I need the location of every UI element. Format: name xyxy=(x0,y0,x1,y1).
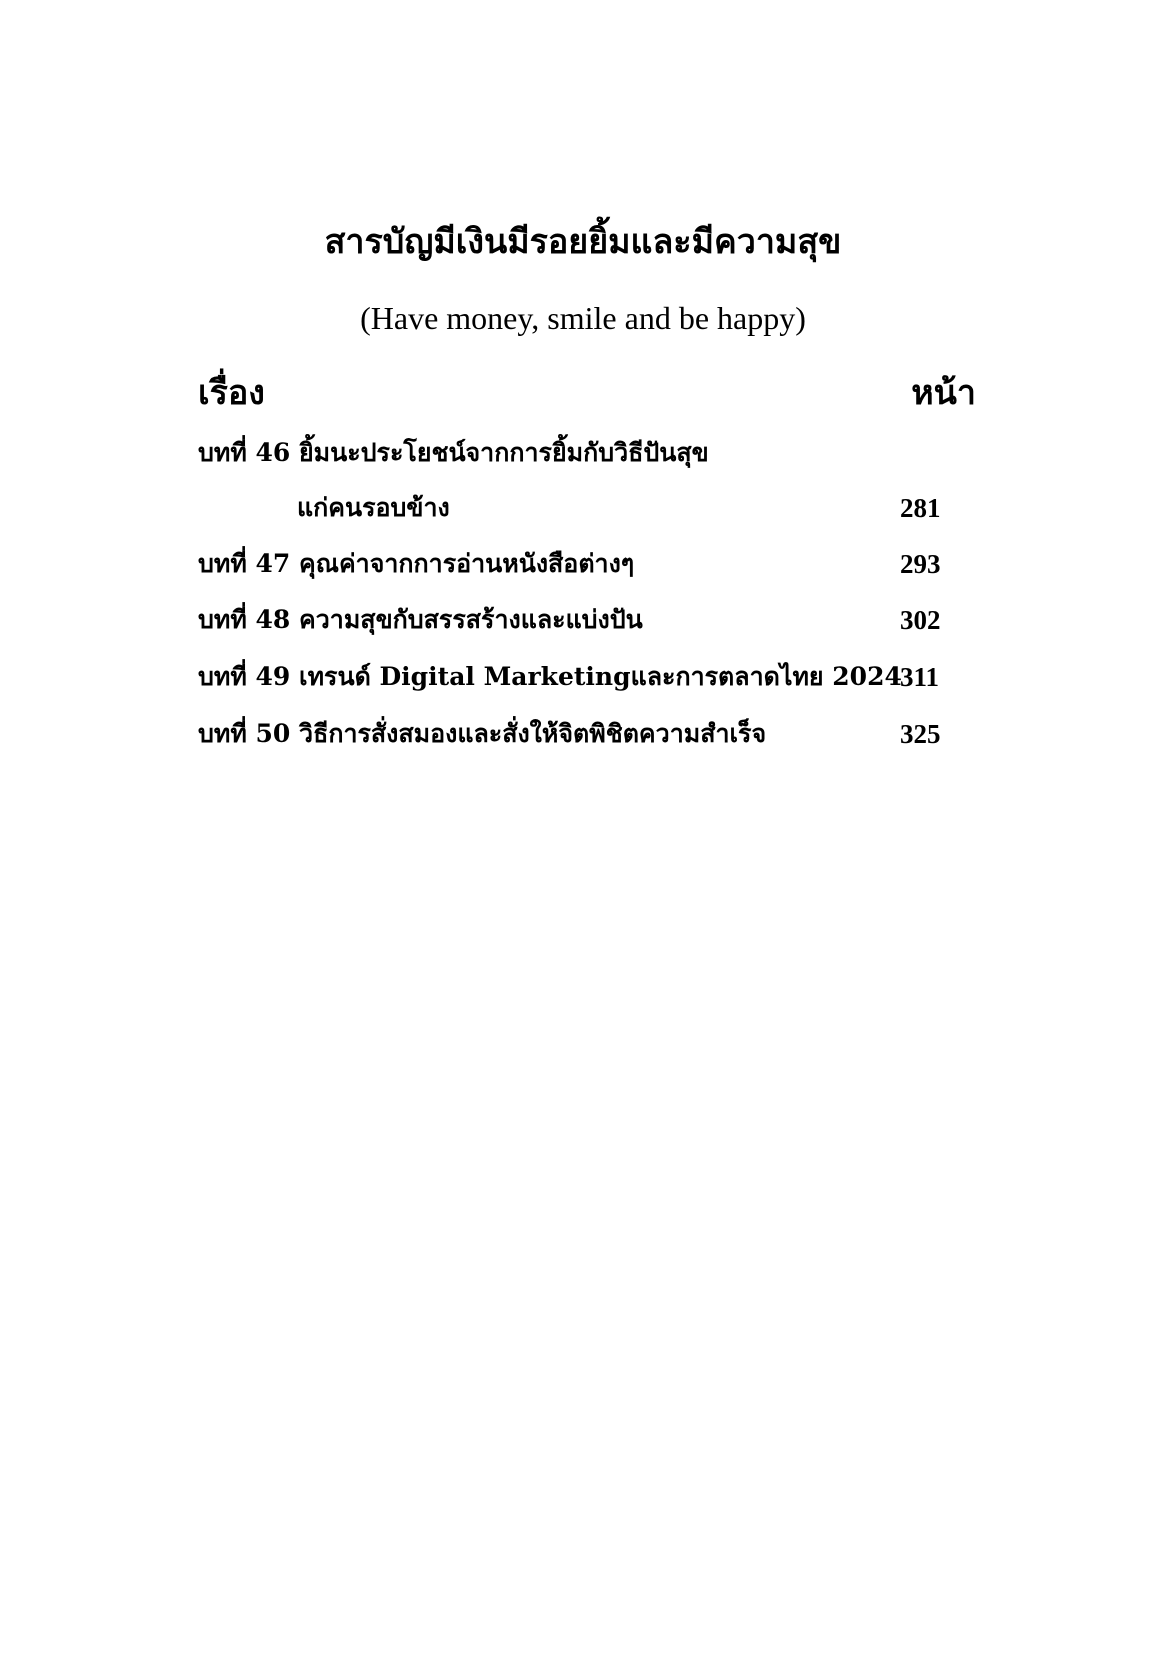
toc-entry-title: บทที่ 48 ความสุขกับสรรสร้างและแบ่งปัน xyxy=(198,605,643,634)
toc-row-46-continued xyxy=(0,485,1166,531)
toc-entry-page: 302 xyxy=(900,605,941,635)
toc-row-50 xyxy=(0,711,1166,757)
toc-entry-page: 293 xyxy=(900,549,941,579)
toc-entry-page: 325 xyxy=(900,719,941,749)
toc-entry-title: บทที่ 46 ยิ้มนะประโยชน์จากการยิ้มกับวิธีปันสุข xyxy=(198,438,709,467)
toc-row-46 xyxy=(0,430,1166,476)
toc-entry-title: บทที่ 49 เทรนด์ Digital Marketingและการตลาดไทย 2024 xyxy=(198,662,902,691)
toc-entry-title: บทที่ 47 คุณค่าจากการอ่านหนังสือต่างๆ xyxy=(198,549,635,578)
toc-entry-title: บทที่ 50 วิธีการสั่งสมองและสั่งให้จิตพิชิตความสำเร็จ xyxy=(198,719,767,748)
toc-row-47 xyxy=(0,541,1166,587)
toc-header-page: หน้า xyxy=(911,373,976,413)
toc-header-topic: เรื่อง xyxy=(198,373,265,413)
toc-entry-page: 281 xyxy=(900,493,941,523)
toc-entry-title: แก่คนรอบข้าง xyxy=(297,493,450,522)
toc-entry-page: 311 xyxy=(900,662,940,692)
page-subtitle: (Have money, smile and be happy) xyxy=(360,300,806,336)
toc-row-49 xyxy=(0,654,1166,700)
page-title: สารบัญมีเงินมีรอยยิ้มและมีความสุข xyxy=(324,222,842,262)
toc-row-48 xyxy=(0,597,1166,643)
